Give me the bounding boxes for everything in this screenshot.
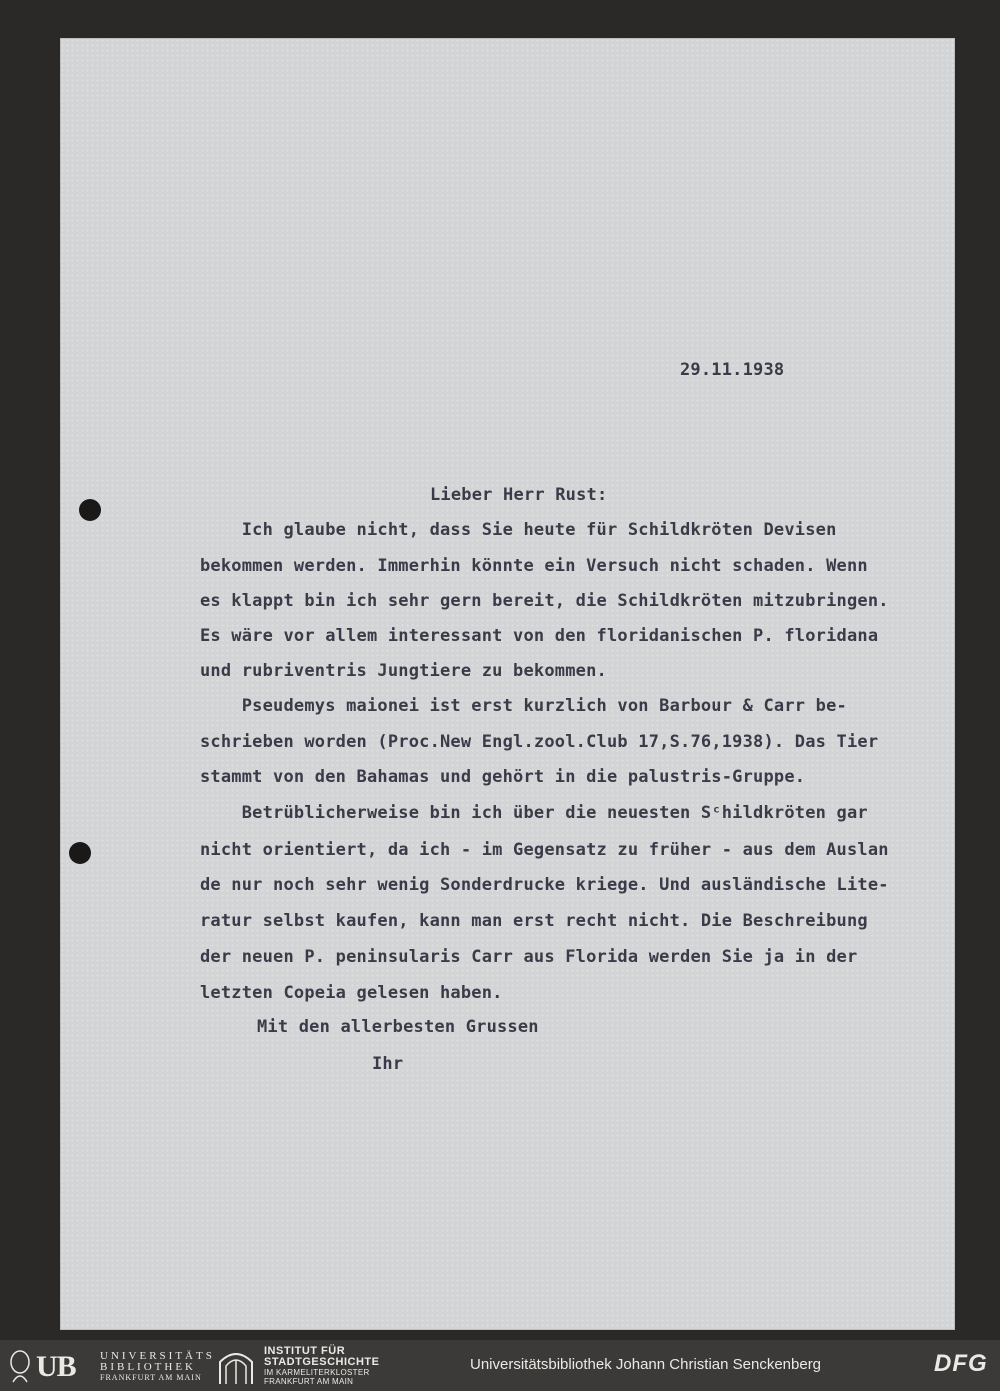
ub-line-1: UNIVERSITÄTS <box>100 1350 215 1362</box>
letter-sheet <box>60 38 955 1330</box>
isg-line-2: STADTGESCHICHTE <box>264 1356 380 1368</box>
arch-building-icon <box>216 1346 256 1386</box>
letter-line: schrieben worden (Proc.New Engl.zool.Club 17,S.76,1938). Das Tier <box>200 732 879 752</box>
ub-letters: UB <box>36 1350 76 1383</box>
footer-library-name: Universitätsbibliothek Johann Christian Senckenberg <box>470 1356 822 1373</box>
letter-line: und rubriventris Jungtiere zu bekommen. <box>200 661 607 681</box>
letter-line: nicht orientiert, da ich - im Gegensatz zu früher - aus dem Auslan <box>200 840 889 860</box>
punch-hole-bottom <box>69 842 91 864</box>
isg-line-1: INSTITUT FÜR <box>264 1345 346 1357</box>
letter-line: letzten Copeia gelesen haben. <box>200 983 503 1003</box>
ub-line-3: FRANKFURT AM MAIN <box>100 1373 202 1382</box>
letter-line: Betrüblicherweise bin ich über die neuesten Sᶜhildkröten gar <box>200 803 868 823</box>
ub-logo[interactable] <box>8 1348 215 1384</box>
ub-line-2: BIBLIOTHEK <box>100 1361 196 1373</box>
letter-line: Ich glaube nicht, dass Sie heute für Schildkröten Devisen <box>200 520 837 540</box>
letter-date: 29.11.1938 <box>680 360 785 380</box>
punch-hole-top <box>79 499 101 521</box>
letter-line: stammt von den Bahamas und gehört in die palustris-Gruppe. <box>200 767 806 787</box>
letter-line: Pseudemys maionei ist erst kurzlich von Barbour & Carr be- <box>200 696 847 716</box>
letter-line: es klappt bin ich sehr gern bereit, die Schildkröten mitzubringen. <box>200 591 889 611</box>
footer-bar <box>0 1340 1000 1391</box>
letter-closing: Mit den allerbesten Grussen <box>257 1017 539 1037</box>
dfg-logo[interactable]: DFG <box>934 1350 988 1377</box>
letter-line: ratur selbst kaufen, kann man erst recht nicht. Die Beschreibung <box>200 911 868 931</box>
letter-line: de nur noch sehr wenig Sonderdrucke kriege. Und ausländische Lite- <box>200 875 889 895</box>
letter-line: der neuen P. peninsularis Carr aus Florida werden Sie ja in der <box>200 947 858 967</box>
letter-signoff: Ihr <box>372 1054 404 1074</box>
isg-line-4: FRANKFURT AM MAIN <box>264 1377 354 1386</box>
letter-line: Es wäre vor allem interessant von den floridanischen P. floridana <box>200 626 879 646</box>
isg-logo[interactable] <box>216 1346 406 1386</box>
isg-line-3: IM KARMELITERKLOSTER <box>264 1368 370 1377</box>
isg-text-block <box>264 1346 379 1386</box>
ub-text-block <box>100 1351 215 1383</box>
letter-line: bekommen werden. Immerhin könnte ein Versuch nicht schaden. Wenn <box>200 556 868 576</box>
goethe-portrait-icon <box>8 1350 32 1384</box>
letter-salutation: Lieber Herr Rust: <box>430 485 608 505</box>
